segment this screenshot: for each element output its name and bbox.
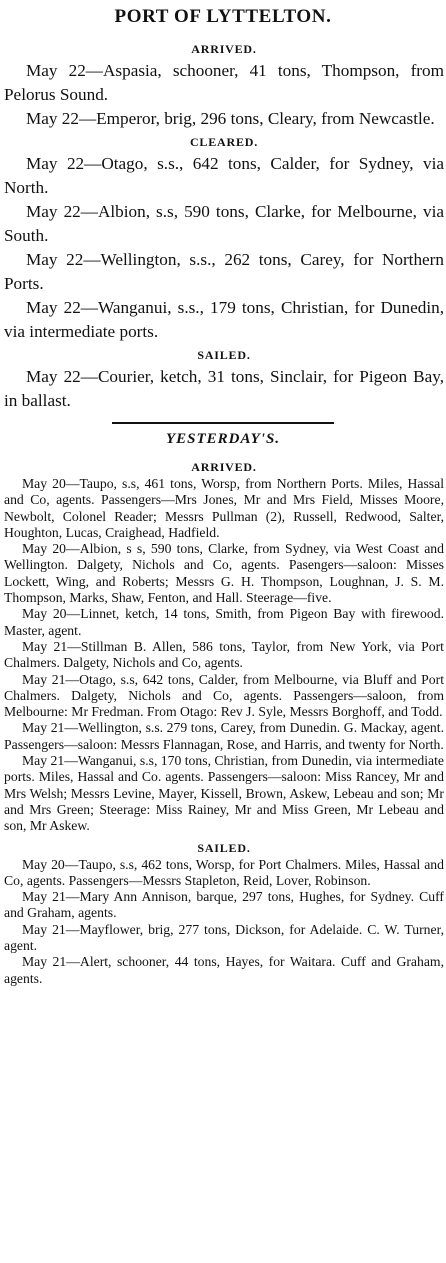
cleared-entry: May 22—Wanganui, s.s., 179 tons, Christian, for Dunedin, via intermediate ports. <box>4 298 444 341</box>
arrival-entry: May 21—Wanganui, s.s, 170 tons, Christian, from Dunedin, via intermediate ports. Miles, Hassal and Co. agents. Passengers—saloon: Miss Rancey, Mr and Mrs Welsh; Messrs Levine, Mayer, Kissell, Brown, Askew, Lebeau and son; Mr and Mrs Green; Steerage: Miss Rainey, Mr and Miss Green, Mr Lebeau and son, Mr Askew. <box>4 753 444 834</box>
arrival-entry: May 22—Emperor, brig, 296 tons, Cleary, from Newcastle. <box>26 109 435 128</box>
arrival-entry: May 20—Taupo, s.s, 461 tons, Worsp, from Northern Ports. Miles, Hassal and Co, agents. Passengers—Mrs Jones, Mr and Mrs Field, Misses Moore, Newbolt, Colonel Reader; Messrs Pullman (2), Russell, Redwood, Salter, Houghton, Lucas, Craighead, Hadfield. <box>4 476 444 540</box>
arrival-entry: May 20—Albion, s s, 590 tons, Clarke, from Sydney, via West Coast and Wellington. Dalgety, Nichols and Co, agents. Pasengers—saloon: Misses Lockett, Wing, and Roberts; Messrs G. H. Thompson, Loughnan, J. S. M. Thompson, Marks, Shaw, Fenton, and Hall. Steerage—five. <box>4 541 444 606</box>
sailed-entry: May 20—Taupo, s.s, 462 tons, Worsp, for Port Chalmers. Miles, Hassal and Co, agents. Passengers—Messrs Stapleton, Reid, Lover, Robinson. <box>4 856 444 888</box>
port-section <box>0 42 446 413</box>
sailed-entry: May 21—Mary Ann Annison, barque, 297 tons, Hughes, for Sydney. Cuff and Graham, agents. <box>4 889 444 921</box>
cleared-heading: CLEARED. <box>189 135 259 149</box>
page-title: PORT OF LYTTELTON. <box>114 6 332 27</box>
cleared-entry: May 22—Albion, s.s, 590 tons, Clarke, for Melbourne, via South. <box>4 202 444 245</box>
sailed-entry: May 21—Alert, schooner, 44 tons, Hayes, for Waitara. Cuff and Graham, agents. <box>4 954 444 986</box>
arrival-entry: May 20—Linnet, ketch, 14 tons, Smith, from Pigeon Bay with firewood. Master, agent. <box>4 606 444 638</box>
sailed-heading: SAILED. <box>197 348 251 362</box>
sailed-entry: May 22—Courier, ketch, 31 tons, Sinclair, for Pigeon Bay, in ballast. <box>4 367 444 410</box>
arrival-entry: May 21—Wellington, s.s. 279 tons, Carey, from Dunedin. G. Mackay, agent. Passengers—saloon: Messrs Flannagan, Rose, and Harris, and twenty for North. <box>4 720 444 752</box>
arrived-heading: ARRIVED. <box>191 460 257 474</box>
cleared-entry: May 22—Otago, s.s., 642 tons, Calder, for Sydney, via North. <box>4 154 444 197</box>
arrival-entry: May 21—Otago, s.s, 642 tons, Calder, from Melbourne, via Bluff and Port Chalmers. Dalgety, Nichols and Co, agents. Passengers—saloon, from Melbourne: Mr Fredman. From Otago: Rev J. Syle, Messrs Borghoff, and Todd. <box>4 671 444 720</box>
cleared-entry: May 22—Wellington, s.s., 262 tons, Carey, for Northern Ports. <box>4 250 444 293</box>
sailed-heading: SAILED. <box>197 840 251 855</box>
yesterday-section <box>0 460 446 987</box>
section-divider <box>112 422 334 424</box>
arrived-heading: ARRIVED. <box>191 42 257 56</box>
sailed-entry: May 21—Mayflower, brig, 277 tons, Dickson, for Adelaide. C. W. Turner, agent. <box>4 921 444 954</box>
arrival-entry: May 22—Aspasia, schooner, 41 tons, Thompson, from Pelorus Sound. <box>4 61 444 104</box>
section-title: YESTERDAY'S. <box>165 431 281 447</box>
arrival-entry: May 21—Stillman B. Allen, 586 tons, Taylor, from New York, via Port Chalmers. Dalgety, Nichols and Co, agents. <box>4 638 444 671</box>
